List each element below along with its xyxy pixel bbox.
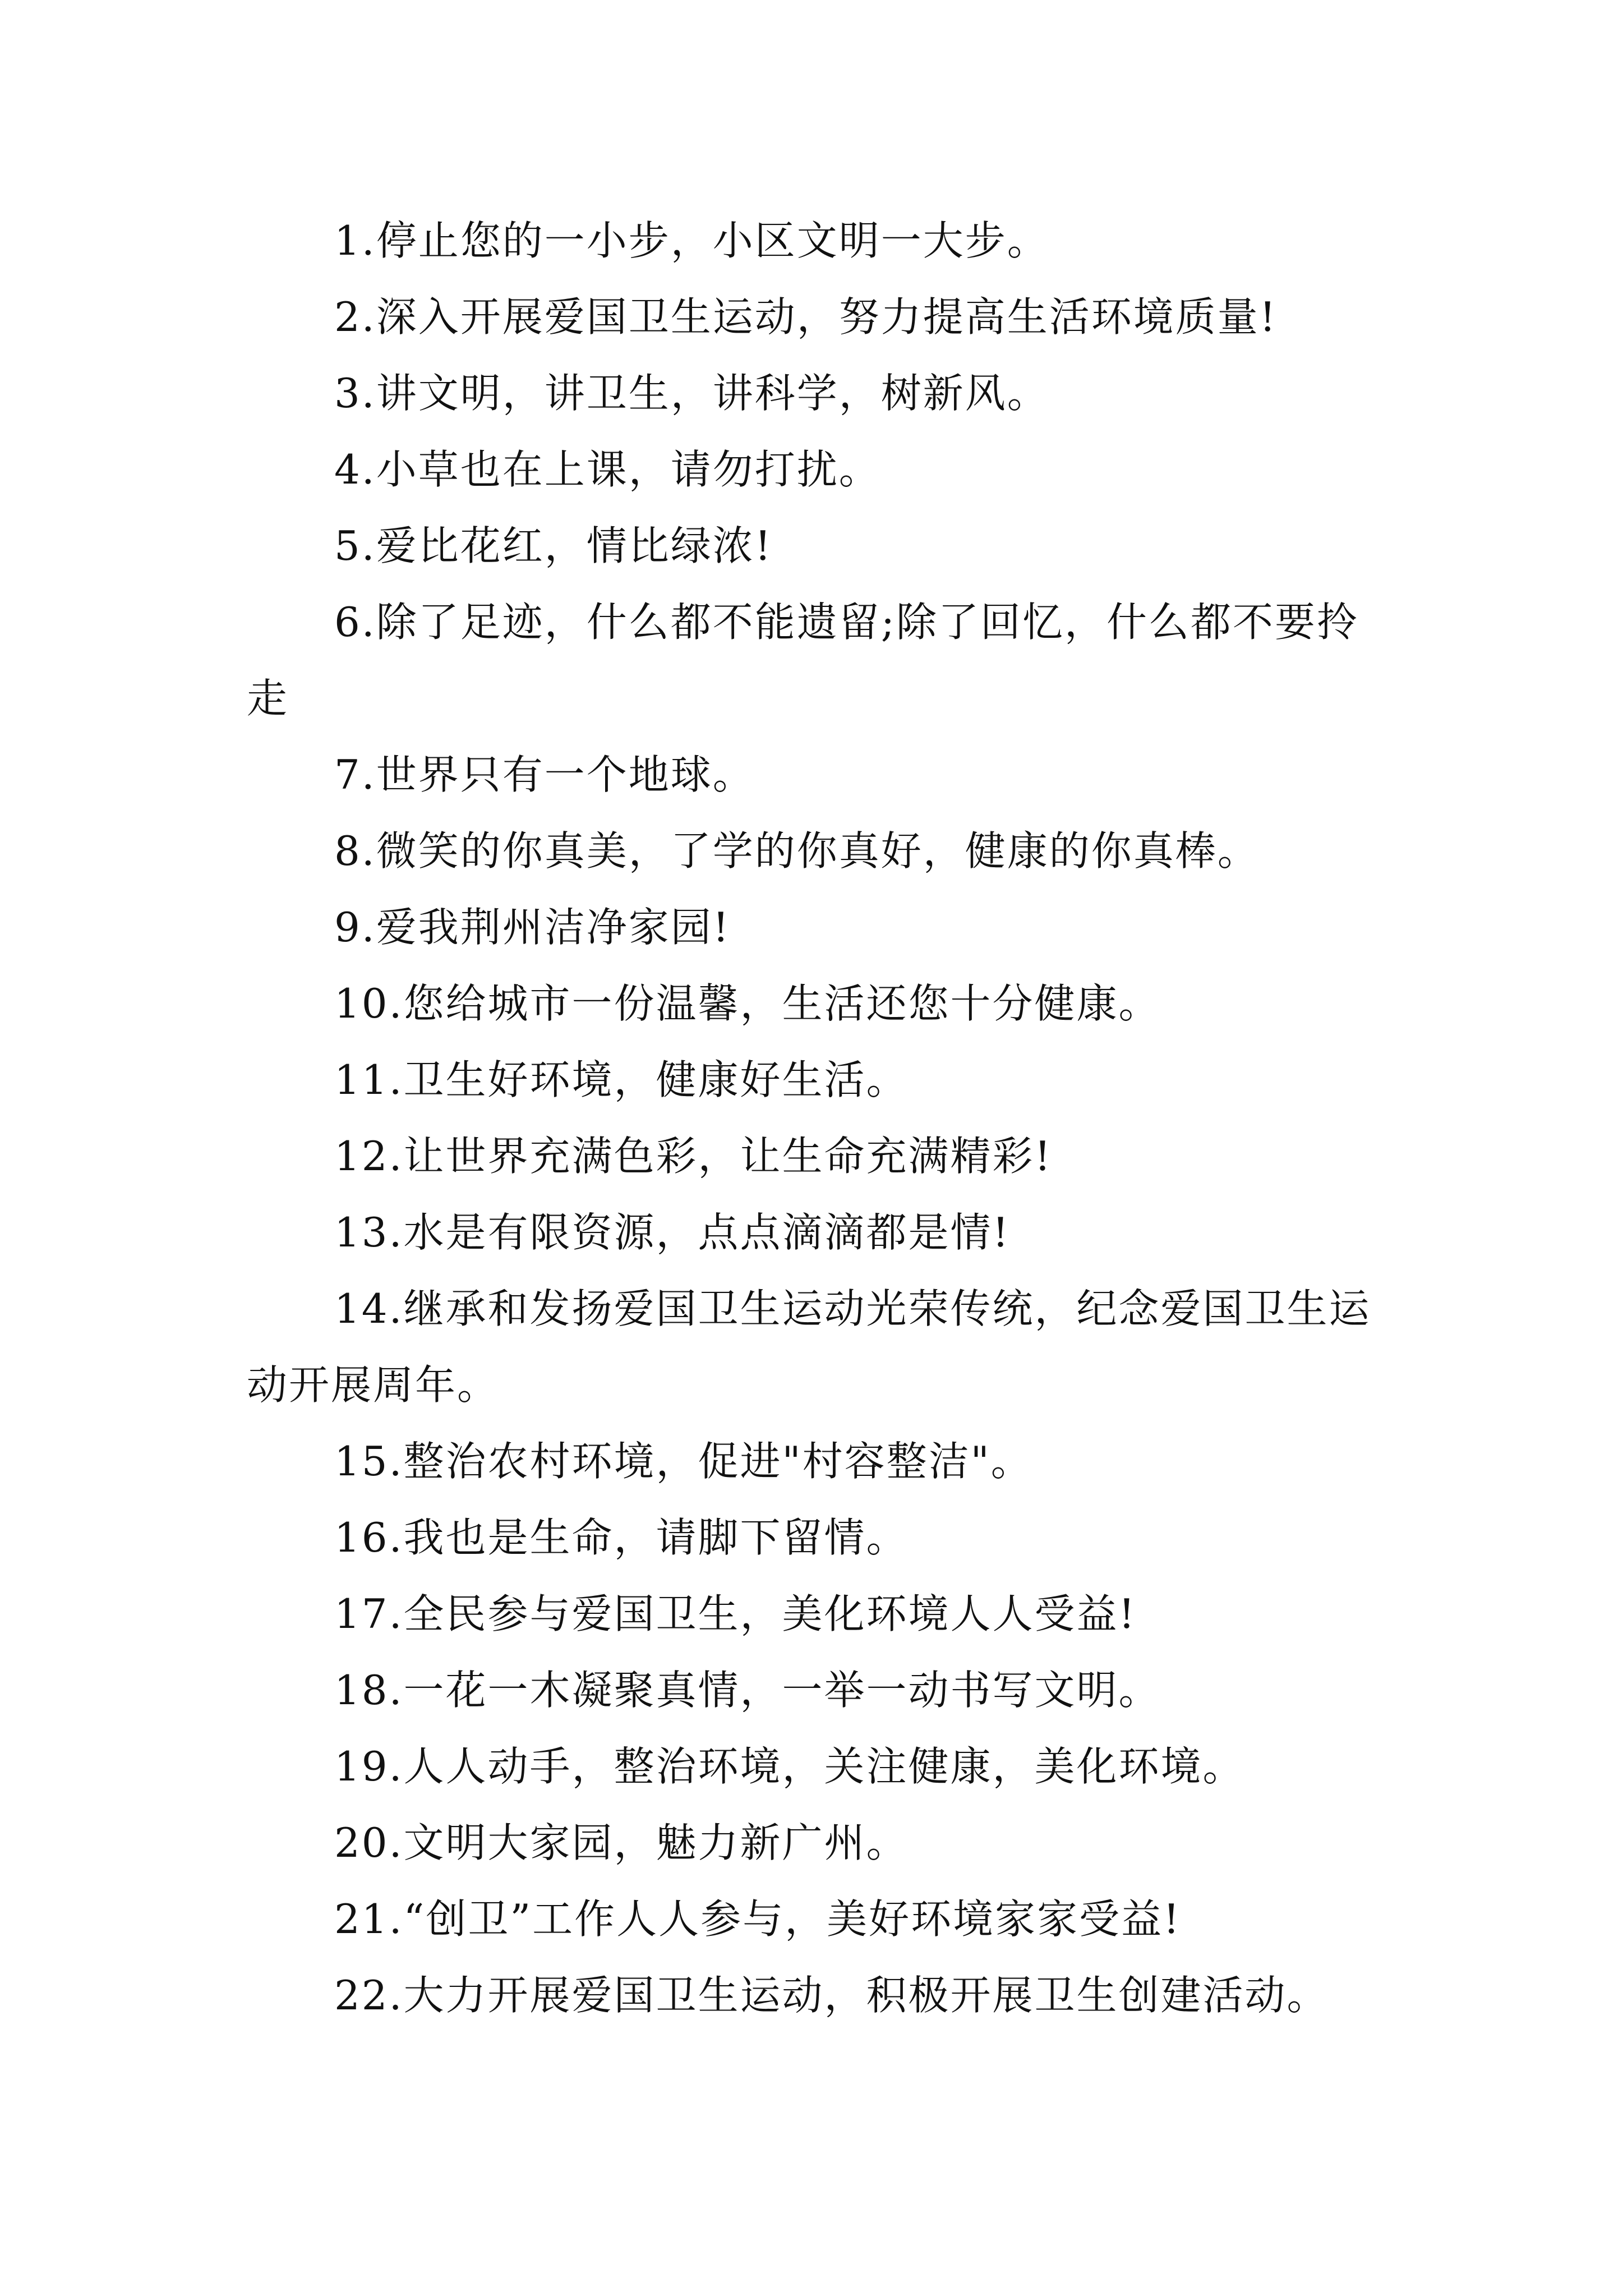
slogan-paragraph-14: 14.继承和发扬爱国卫生运动光荣传统，纪念爱国卫生运动开展周年。 [247,1285,1371,1409]
slogan-paragraph-5: 5.爱比花红，情比绿浓! [334,522,773,569]
slogan-paragraph-13: 13.水是有限资源，点点滴滴都是情! [334,1209,1011,1256]
slogan-paragraph-2: 2.深入开展爱国卫生运动，努力提高生活环境质量! [334,293,1278,341]
slogan-paragraph-3: 3.讲文明，讲卫生，讲科学，树新风。 [334,370,1049,417]
slogan-paragraph-16: 16.我也是生命，请脚下留情。 [334,1514,909,1561]
slogan-paragraph-6: 6.除了足迹，什么都不能遗留;除了回忆，什么都不要拎走 [247,599,1359,722]
slogan-paragraph-4: 4.小草也在上课，请勿打扰。 [334,446,881,493]
slogan-paragraph-9: 9.爱我荆州洁净家园! [334,904,731,951]
slogan-paragraph-22: 22.大力开展爱国卫生运动，积极开展卫生创建活动。 [334,1972,1329,2019]
slogan-paragraph-15: 15.整治农村环境，促进"村容整洁"。 [334,1438,1033,1485]
slogan-paragraph-17: 17.全民参与爱国卫生，美化环境人人受益! [334,1590,1137,1637]
slogan-paragraph-10: 10.您给城市一份温馨，生活还您十分健康。 [334,980,1161,1027]
slogan-paragraph-1: 1.停止您的一小步，小区文明一大步。 [334,217,1049,264]
slogan-paragraph-12: 12.让世界充满色彩，让生命充满精彩! [334,1133,1053,1180]
slogan-paragraph-11: 11.卫生好环境，健康好生活。 [334,1056,909,1103]
slogan-paragraph-20: 20.文明大家园，魅力新广州。 [334,1819,909,1866]
slogan-paragraph-8: 8.微笑的你真美，了学的你真好，健康的你真棒。 [334,827,1260,875]
slogan-paragraph-21: 21.“创卫”工作人人参与，美好环境家家受益! [334,1895,1182,1943]
slogan-paragraph-19: 19.人人动手，整治环境，关注健康，美化环境。 [334,1743,1245,1790]
slogan-paragraph-18: 18.一花一木凝聚真情，一举一动书写文明。 [334,1667,1161,1714]
slogan-paragraph-7: 7.世界只有一个地球。 [334,751,755,798]
document-body [247,203,1391,2033]
